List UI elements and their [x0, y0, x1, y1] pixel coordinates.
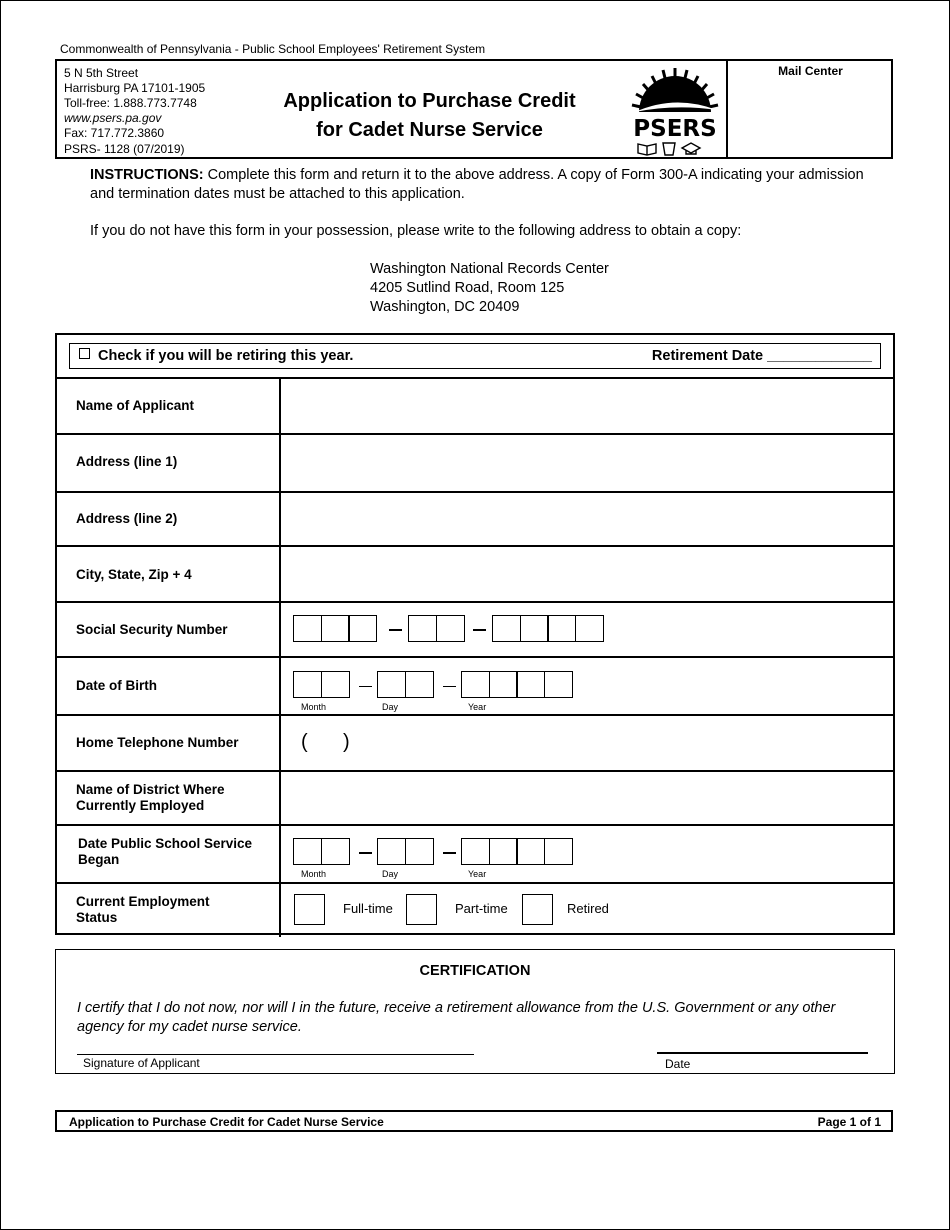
parttime-label: Part-time: [455, 901, 508, 916]
row-dob: [57, 656, 893, 716]
form-number: PSRS- 1128 (07/2019): [64, 142, 185, 156]
instructions-label: INSTRUCTIONS:: [90, 167, 204, 183]
date-label: Date: [665, 1057, 691, 1071]
name-input[interactable]: [281, 379, 893, 435]
city-input[interactable]: [281, 547, 893, 603]
row-address1: [57, 433, 893, 493]
retiring-checkbox[interactable]: [79, 348, 90, 359]
service-day-boxes[interactable]: [377, 838, 432, 865]
records-name: Washington National Records Center: [370, 261, 609, 277]
service-date-label: [78, 836, 252, 868]
phone-label: Home Telephone Number: [76, 735, 239, 750]
dob-month-caption: Month: [301, 702, 327, 712]
address2-label: Address (line 2): [76, 511, 178, 526]
ssn-group-boxes[interactable]: [408, 615, 463, 642]
dob-dash: [359, 686, 372, 687]
retired-checkbox[interactable]: [522, 894, 553, 925]
dob-dash: [443, 686, 456, 687]
address2-input[interactable]: [281, 493, 893, 547]
header-box: [55, 59, 893, 159]
ssn-area-boxes[interactable]: [293, 615, 376, 642]
row-service-date: [57, 824, 893, 884]
retirement-date-field[interactable]: Retirement Date _____________: [651, 348, 872, 364]
signature-label: Signature of Applicant: [83, 1056, 200, 1070]
fax-number: Fax: 717.772.3860: [64, 126, 165, 140]
row-phone: [57, 714, 893, 772]
records-city: Washington, DC 20409: [370, 299, 520, 315]
records-center-address: [370, 260, 609, 317]
service-year-caption: Year: [468, 869, 487, 879]
service-month-caption: Month: [301, 869, 327, 879]
name-label: Name of Applicant: [76, 398, 195, 413]
district-label-line2: Currently Employed: [76, 798, 205, 813]
fulltime-checkbox[interactable]: [294, 894, 325, 925]
retiring-checkbox-label[interactable]: [79, 348, 353, 364]
instructions-note: If you do not have this form in your possession, please write to the following address to obtain a copy:: [90, 223, 742, 239]
phone-area-close: ): [343, 731, 350, 753]
footer-title: Application to Purchase Credit for Cadet Nurse Service: [69, 1115, 384, 1129]
phone-area-open: (: [301, 731, 308, 753]
district-label-line1: Name of District Where: [76, 782, 225, 797]
dob-label: Date of Birth: [76, 678, 157, 693]
service-dash: [443, 852, 456, 854]
dob-year-caption: Year: [468, 702, 487, 712]
employment-status-label: [76, 894, 210, 926]
dob-year-boxes[interactable]: [461, 671, 571, 698]
row-address2: [57, 491, 893, 547]
service-dash: [359, 852, 372, 854]
ssn-label: Social Security Number: [76, 622, 228, 637]
instructions: [90, 166, 870, 259]
form-title: [252, 87, 607, 145]
address1-input[interactable]: [281, 435, 893, 493]
fulltime-label: Full-time: [343, 901, 393, 916]
ssn-serial-boxes[interactable]: [492, 615, 602, 642]
employment-status-label-line1: Current Employment: [76, 894, 210, 909]
agency-name: Commonwealth of Pennsylvania - Public School Employees' Retirement System: [60, 42, 486, 56]
row-employment-status: [57, 882, 893, 937]
service-month-boxes[interactable]: [293, 838, 348, 865]
retiring-text: Check if you will be retiring this year.: [98, 348, 354, 364]
form-title-line2: for Cadet Nurse Service: [316, 119, 543, 141]
parttime-checkbox[interactable]: [406, 894, 437, 925]
address-line1: 5 N 5th Street: [64, 66, 139, 80]
logo-text: PSERS: [633, 116, 717, 142]
district-input[interactable]: [281, 772, 893, 826]
ssn-dash: [389, 629, 402, 631]
dob-day-caption: Day: [382, 702, 399, 712]
service-year-boxes[interactable]: [461, 838, 571, 865]
row-city: [57, 545, 893, 603]
service-date-label-line1: Date Public School Service: [78, 836, 253, 851]
ssn-dash: [473, 629, 486, 631]
tollfree-number: Toll-free: 1.888.773.7748: [64, 96, 197, 110]
phone-input[interactable]: [281, 716, 893, 772]
dob-month-boxes[interactable]: [293, 671, 348, 698]
applicant-form: [55, 333, 895, 935]
certification-text: I certify that I do not now, nor will I in the future, receive a retirement allowance from the U.S. Government or any other agency for my cadet nurse service.: [77, 1000, 836, 1035]
website-link[interactable]: www.psers.pa.gov: [64, 111, 162, 125]
date-line[interactable]: [657, 1052, 868, 1054]
retired-label: Retired: [567, 901, 609, 916]
mail-center: Mail Center: [726, 59, 893, 159]
address1-label: Address (line 1): [76, 454, 178, 469]
retiring-section: [69, 343, 881, 369]
page-number: Page 1 of 1: [817, 1115, 881, 1129]
psers-logo: [625, 64, 725, 158]
agency-contact: [64, 66, 205, 157]
signature-line[interactable]: [77, 1054, 474, 1055]
dob-day-boxes[interactable]: [377, 671, 432, 698]
address-line2: Harrisburg PA 17101-1905: [64, 81, 206, 95]
form-title-line1: Application to Purchase Credit: [283, 90, 576, 112]
employment-status-label-line2: Status: [76, 910, 118, 925]
city-label: City, State, Zip + 4: [76, 567, 192, 582]
page-footer: [55, 1110, 893, 1132]
row-name: [57, 377, 893, 435]
district-label: [76, 782, 225, 814]
certification-title: CERTIFICATION: [419, 963, 531, 979]
service-day-caption: Day: [382, 869, 399, 879]
row-district: [57, 770, 893, 826]
records-street: 4205 Sutlind Road, Room 125: [370, 280, 565, 296]
logo-symbols-icon: [638, 143, 700, 155]
service-date-label-line2: Began: [78, 852, 120, 867]
row-ssn: [57, 601, 893, 658]
certification-box: [55, 949, 895, 1074]
instructions-text: Complete this form and return it to the above address. A copy of Form 300-A indicating your admission and termination dates must be attached to this application.: [90, 167, 864, 202]
